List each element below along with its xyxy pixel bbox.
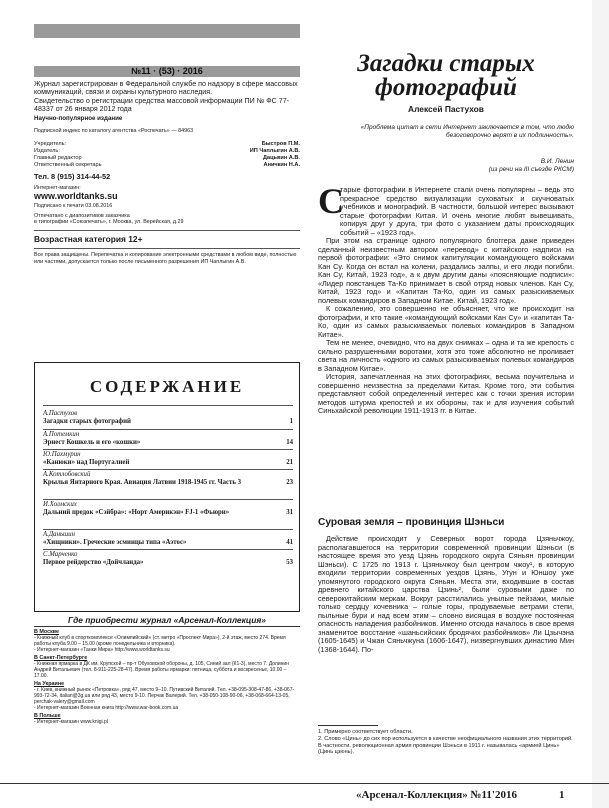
rights-notice: Все права защищены. Перепечатка и копирование электронными средствами в любом виде, полностью или частями, допускается только после письменного разрешения ИП Чаплыгин А.В. xyxy=(34,252,297,265)
paragraph: К сожалению, это совершенно не объясняет, что же происходит на фотографии, и кто такие «командующий войсками Кан Су» и «капитан Та-Ко, один из самых разыскиваемых полевых командиров в Западном Китае». xyxy=(318,304,574,339)
toc-entry[interactable]: Ю.Пахмурин «Канюки» над Португалией 21 xyxy=(43,451,293,467)
printer: в типографии «Союзпечать», г. Москва, ул. Верейская, д.29 xyxy=(34,219,184,226)
footnotes xyxy=(318,729,574,756)
divider xyxy=(34,248,300,249)
section-heading: Суровая земля – провинция Шэньси xyxy=(318,517,505,528)
divider xyxy=(43,549,293,550)
footnote-rule xyxy=(318,725,378,726)
print-date: Подписано к печати 03.08.2016 xyxy=(34,203,113,210)
imprint-staff xyxy=(34,141,300,169)
table-of-contents xyxy=(34,362,300,612)
shop-label: Интернет-магазин: xyxy=(34,185,81,192)
imprint xyxy=(34,80,300,266)
where-to-buy: Где приобрести журнал «Арсенал-Коллекция» В Москве - Книжный клуб в спорткомплексе «Олимпийский» (ст. метро «Проспект Мира»), 2-й этаж, место 274. Время работы клуба 9.00 – 15.00 (кроме понедельника и вторника). - Интернет-магазин «Танки Мира» http://www.worldtanks.su В Санкт-Петербурге - Книжная ярмарка в ДК им. Крупской – пр-т Обуховской обороны, д. 105, Синий зал (К1-3), место 7. Долинин Андрей Витальевич (тел. 8-911-225-28-47). Время работы ярмарки: пятница, суббота и воскресенье, 10.00 – 17.00. На Украине - г. Киев, книжный рынок «Петровка», ряд 47, место 9–10. Путивский Виталий. Тел. +38-095-308-47-86, +38-067-993-72-34, italian@3g.ua или ряд 43, место 9-10. Перчак Валерий. Тел. +38-050-108-90-06, +38-068-664-13-05, perchak-valery@gmail.com - Интернет-магазин Военная книга http://www.war-book.com.ua В Польше - Интернет-магазин www.knigi.pl xyxy=(34,614,300,774)
article-title: Загадки старых фотографий xyxy=(357,50,535,101)
toc-entry[interactable]: А.Котлобовский Крылья Янтарного Края. Авиация Латвии 1918-1945 гг. Часть 3 23 xyxy=(43,471,293,487)
imprint-phone: Тел. 8 (915) 314-44-52 xyxy=(34,172,111,182)
staff-row: Ответственный секретарь Аничкин Н.А. xyxy=(34,162,300,169)
toc-author: А.Пастухов xyxy=(43,410,78,417)
imprint-genre: Научно-популярное издание xyxy=(34,115,123,123)
imprint-intro: Журнал зарегистрирован в Федеральной службе по надзору в сфере массовых коммуникаций, связи и охраны культурного наследия. xyxy=(34,80,298,97)
article-body xyxy=(318,535,574,654)
paragraph: Тем не менее, очевидно, что на двух снимках – одна и та же крепость с сильно разрушенными воротами, хотя это тоже абсолютно не проливает света на личность «одного из самых разыскиваемых полевых командиров в Западном Китае». xyxy=(318,338,574,373)
shop-site[interactable]: www.worldtanks.su xyxy=(34,190,118,201)
divider xyxy=(43,529,293,530)
divider xyxy=(43,405,293,406)
article-author: Алексей Пастухов xyxy=(408,104,484,114)
footnote: 2. Слово «Цинь» до сих пор используется в качестве неофициального названия этих территорий. В частности, революционная армия провинции Шэньси в 1911 г. называлась «армией Цинь» (Цинь цзюнь). xyxy=(318,735,573,756)
article-body xyxy=(318,181,574,416)
print-note: Отпечатано с диапозитивов заказчика xyxy=(34,212,130,219)
staff-row: Учредитель: Быстров П.М. xyxy=(34,141,300,148)
footer-title: «Арсенал-Коллекция» №11'2016 xyxy=(356,789,517,801)
imprint-cert: Свидетельство о регистрации средства массовой информации ПИ № ФС 77-48337 от 26 января 2012 года xyxy=(34,96,290,113)
staff-row: Главный редактор Дацьвин А.В. xyxy=(34,155,300,162)
buy-heading: Где приобрести журнал «Арсенал-Коллекция» xyxy=(34,614,300,627)
issue-band xyxy=(34,66,300,77)
paragraph: тарые фотографии в Интернете стали очень популярны – ведь это прекрасное средство визуализации суховатых и скучноватых учебников и монографий. В частности, большой интерес вызывают старые фотографии Китая. И очень многие любят вывешивать, копируя друг у друга, три фото с указанием даты происходящих событий – «1923 год». xyxy=(340,185,574,237)
toc-entry[interactable]: А.Потемкин Эрнест Кошкель и его «кошки» 14 xyxy=(43,431,293,447)
city-name: На Украине xyxy=(34,681,65,687)
divider xyxy=(43,499,293,500)
drop-cap: С xyxy=(318,181,344,221)
divider xyxy=(43,449,293,450)
epigraph-signature: В.И. Ленин (из речи на III съезде РКСМ) xyxy=(488,158,574,173)
epigraph: «Проблема цитат в сети Интернет заключается в том, что людю безоговорочно верят в их подлинность». xyxy=(360,124,574,139)
divider xyxy=(43,469,293,470)
toc-title-text: Загадки старых фотографий xyxy=(43,418,131,426)
footer-rule xyxy=(0,783,609,784)
page-edge-shade xyxy=(592,0,609,808)
imprint-index: Подписной индекс по каталогу агентства «Роспечать» — 84963 xyxy=(34,128,194,135)
toc-entry[interactable]: А.Даньшин «Хищники». Греческие эсминцы типа «Аэтос» 41 xyxy=(43,531,293,547)
city-name: В Москве xyxy=(34,629,60,635)
divider xyxy=(34,230,300,231)
toc-page: 1 xyxy=(289,418,293,426)
issue-number: №11 · (53) · 2016 xyxy=(131,66,203,76)
toc-entry[interactable] xyxy=(43,410,293,426)
age-category: Возрастная категория 12+ xyxy=(34,234,143,245)
staff-row: Издатель: ИП Чаплыгин А.В. xyxy=(34,148,300,155)
city-name: В Польше xyxy=(34,713,61,719)
header-band xyxy=(34,24,300,38)
city-name: В Санкт-Петербурге xyxy=(34,655,88,661)
paragraph: При этом на странице одного популярного блоггера даже приведен сделанный неизвестным автором «перевод» с китайского надписи на первой фотографии: «Это снимок капитуляции командующего войсками Кан Су. Когда он встал на колени, раздались залпы, и его люди погибли. Кан Су, Китай, 1923 год», а к двум другим даны «поясняющие подписи»: «Лидер повстанцев Та-Ко принимает в свой отряд новых членов. Кан Су, Китай, 1923 год» и «Капитан Та-Ко, один из самых разыскиваемых полевых командиров в Западном Китае. Китай, 1923 год». xyxy=(318,236,574,305)
toc-entry[interactable]: С.Марченко Первое рейдерство «Дойчланда» 53 xyxy=(43,551,293,567)
paragraph: История, запечатленная на этих фотографиях, весьма поучительна и совершенно неизвестна за пределами Китая. Кроме того, эти события представляют собой определенный интерес как с точки зрения истории методов штурма крепостей и их обороны, так и для изучения событий Синьхайской революции 1911-1913 гг. в Китае. xyxy=(318,372,574,415)
divider xyxy=(43,429,293,430)
page-number: 1 xyxy=(559,789,565,801)
toc-title: СОДЕРЖАНИЕ xyxy=(89,377,245,396)
paragraph: Действие происходит у Северных ворот города Цзяньчжоу, располагавшегося на территории современной провинции Шэньси (в настоящее время это уезд Цзянь городского округа Сяньян провинции Шэньси). С 1725 по 1913 г. Цзяньчжоу был центром чжоу¹, в которую входили территории современных уездов Цзянь, Угун и Юншоу уже упомянутого городского округа Сяньян. Места эти, входившие в состав древнего китайского царства Цзинь², были суровыми даже по северокитайским меркам. Вокруг расстилались унылые пейзажи, милые только сердцу кочевника – голые горы, продуваемые ветрами степи, пыльные бури и над всем этим – словно висящая в воздухе постоянная опасность нападения разбойников. Именно отсюда началось в свое время знаменитое восстание «шаньсийских бродячих разбойников» Ли Цзычэна (1605-1645) и Чжан Сяньчжуна (1606-1647), низвергнувших династию Мин (1368-1644). По- xyxy=(318,534,574,654)
toc-entry[interactable]: И.Холмских Дальний предок «Сэйбра»: «Норт Америкэн» FJ-1 «Фьюри» 31 xyxy=(43,501,293,517)
footnote: 1. Примерно соответствует области. xyxy=(318,729,413,735)
